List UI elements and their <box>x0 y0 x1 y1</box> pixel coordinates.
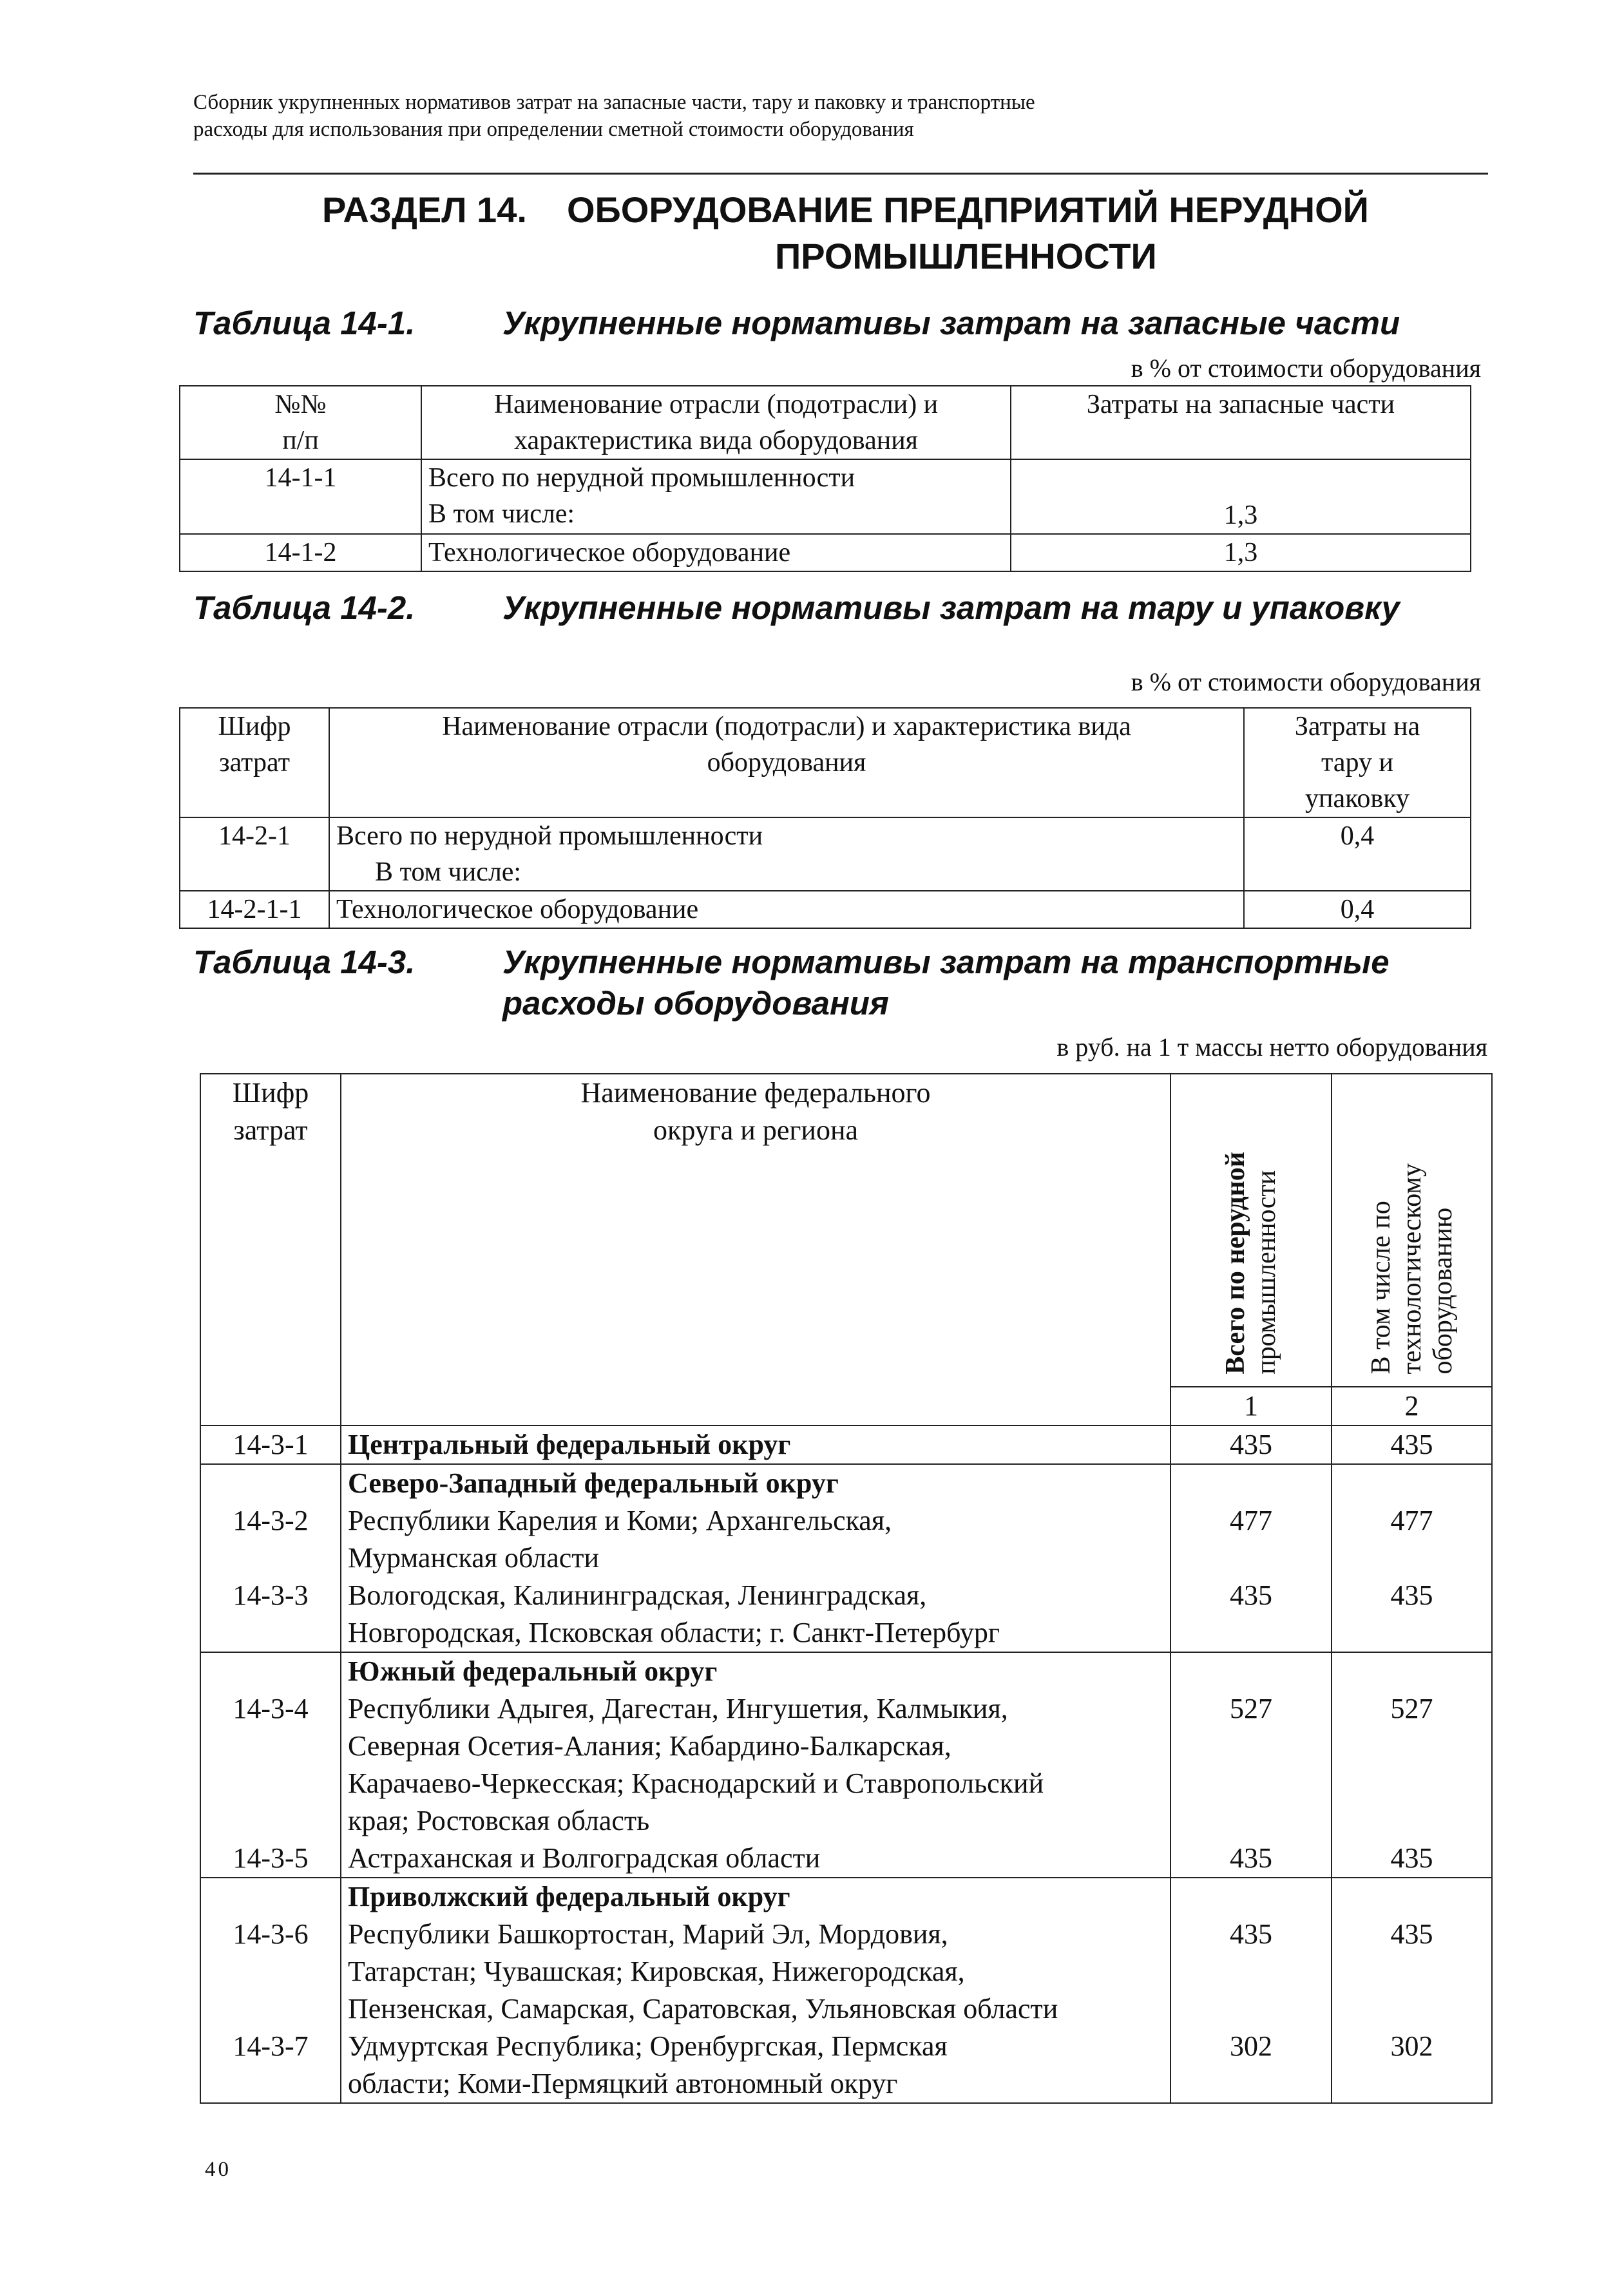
name-line: Удмуртская Республика; Оренбургская, Пермская <box>348 2030 948 2062</box>
row-value-1: 302 <box>1170 2028 1332 2103</box>
header-text: В том числе по <box>1366 1201 1396 1375</box>
group-title: Южный федеральный округ <box>341 1652 1170 1690</box>
table-row <box>180 459 1471 534</box>
header-text: Наименование отрасли (подотрасли) и характеристика вида <box>442 712 1131 741</box>
group-title: Приволжский федеральный округ <box>341 1878 1170 1916</box>
table2-label: Таблица 14-2. <box>193 589 416 626</box>
name-line: Карачаево-Черкесская; Краснодарский и Ставропольский <box>348 1767 1044 1799</box>
header-text: затрат <box>233 1114 308 1146</box>
table-row <box>180 534 1471 571</box>
table-row <box>200 1840 1492 1878</box>
row-name <box>341 1690 1170 1840</box>
row-value-1: 435 <box>1170 1840 1332 1878</box>
row-value: 1,3 <box>1011 534 1471 571</box>
name-line: Республики Башкортостан, Марий Эл, Мордовия, <box>348 1918 948 1950</box>
table-row <box>200 1577 1492 1652</box>
row-value-1 <box>1170 1464 1332 1502</box>
row-name <box>421 459 1011 534</box>
name-text: В том числе: <box>375 857 522 887</box>
row-code <box>180 817 329 891</box>
name-line: края; Ростовская область <box>348 1805 650 1836</box>
row-code <box>180 459 421 534</box>
value-text: 1,3 <box>1223 500 1258 530</box>
name-line: Татарстан; Чувашская; Кировская, Нижегородская, <box>348 1956 965 1987</box>
header-text: Наименование федерального <box>580 1077 931 1109</box>
table2-header-cost <box>1244 708 1471 817</box>
name-line: Пензенская, Самарская, Саратовская, Ульяновская области <box>348 1993 1058 2025</box>
row-value-1: 435 <box>1170 1425 1332 1464</box>
row-code: 14-3-3 <box>200 1577 341 1652</box>
table3-header-name <box>341 1074 1170 1425</box>
row-value <box>1244 817 1471 891</box>
row-value-2 <box>1332 1878 1492 1916</box>
table3-title-line-2: расходы оборудования <box>502 985 889 1022</box>
name-text: Всего по нерудной промышленности <box>336 821 763 851</box>
table-header-row <box>180 386 1471 459</box>
name-line: Вологодская, Калининградская, Ленинградская, <box>348 1579 927 1611</box>
row-value-2 <box>1332 1652 1492 1690</box>
row-value-1: 477 <box>1170 1502 1332 1577</box>
row-code: 14-1-2 <box>180 534 421 571</box>
row-name <box>341 1577 1170 1652</box>
header-line-1: Сборник укрупненных нормативов затрат на запасные части, тару и паковку и транспортные <box>193 91 1035 114</box>
page-number: 40 <box>205 2158 231 2181</box>
table3-caption <box>193 942 1417 1024</box>
row-name <box>341 1916 1170 2028</box>
table3-unit: в руб. на 1 т массы нетто оборудования <box>1056 1033 1487 1062</box>
row-name <box>341 1502 1170 1577</box>
table-row <box>200 1878 1492 1916</box>
table2-header-name <box>329 708 1244 817</box>
section-label: РАЗДЕЛ 14. <box>322 189 527 230</box>
row-code <box>200 1878 341 1916</box>
row-code: 14-3-4 <box>200 1690 341 1840</box>
row-code: 14-3-7 <box>200 2028 341 2103</box>
row-value-2: 477 <box>1332 1502 1492 1577</box>
value-text: 0,4 <box>1340 821 1375 851</box>
table-header-row <box>200 1074 1492 1387</box>
header-text: Затраты на <box>1294 712 1420 741</box>
table2-title: Укрупненные нормативы затрат на тару и упаковку <box>502 589 1400 626</box>
header-text: технологическому <box>1397 1163 1427 1375</box>
row-value-2: 435 <box>1332 1916 1492 2028</box>
row-code: 14-2-1-1 <box>180 891 329 928</box>
table1-caption <box>193 303 1417 344</box>
header-vertical-text <box>1366 1163 1458 1375</box>
header-rule <box>193 173 1488 175</box>
row-value-2: 435 <box>1332 1425 1492 1464</box>
section-title-line-1: ОБОРУДОВАНИЕ ПРЕДПРИЯТИЙ НЕРУДНОЙ <box>567 189 1369 230</box>
row-code: 14-3-2 <box>200 1502 341 1577</box>
table3-header-col1 <box>1170 1074 1332 1387</box>
row-name <box>341 2028 1170 2103</box>
table-row <box>200 1464 1492 1502</box>
table1-label: Таблица 14-1. <box>193 305 416 341</box>
table-row <box>200 1916 1492 2028</box>
column-number: 2 <box>1332 1387 1492 1425</box>
table3-label: Таблица 14-3. <box>193 944 416 980</box>
name-text: В том числе: <box>428 499 575 529</box>
table1-header-number <box>180 386 421 459</box>
table3-title-line-1: Укрупненные нормативы затрат на транспортные <box>502 944 1390 980</box>
header-vertical-text <box>1220 1152 1282 1375</box>
header-text: оборудования <box>707 748 866 777</box>
name-text: Всего по нерудной промышленности <box>428 463 855 493</box>
header-line-2: расходы для использования при определении сметной стоимости оборудования <box>193 118 914 141</box>
document-header <box>193 89 1482 143</box>
header-text: тару и <box>1321 748 1393 777</box>
row-value-1: 527 <box>1170 1690 1332 1840</box>
row-value-1 <box>1170 1652 1332 1690</box>
name-line: Северная Осетия-Алания; Кабардино-Балкарская, <box>348 1730 951 1762</box>
table2 <box>179 707 1471 929</box>
table1-header-name <box>421 386 1011 459</box>
row-value-2: 435 <box>1332 1840 1492 1878</box>
column-number: 1 <box>1170 1387 1332 1425</box>
group-title: Центральный федеральный округ <box>341 1425 1170 1464</box>
name-line: Мурманская области <box>348 1542 600 1574</box>
name-line: Республики Адыгея, Дагестан, Ингушетия, Калмыкия, <box>348 1693 1008 1724</box>
row-value: 0,4 <box>1244 891 1471 928</box>
header-text: Наименование отрасли (подотрасли) и <box>493 390 939 419</box>
row-value-1: 435 <box>1170 1916 1332 2028</box>
name-line: Новгородская, Псковская области; г. Санкт-Петербург <box>348 1617 1000 1648</box>
header-text: Шифр <box>232 1077 309 1109</box>
header-text: округа и региона <box>653 1114 859 1146</box>
row-code: 14-3-5 <box>200 1840 341 1878</box>
row-value-2: 435 <box>1332 1577 1492 1652</box>
table-row <box>180 891 1471 928</box>
row-code: 14-3-6 <box>200 1916 341 2028</box>
row-value-1: 435 <box>1170 1577 1332 1652</box>
header-text: промышленности <box>1252 1170 1281 1375</box>
table-row <box>200 1690 1492 1840</box>
row-value-2: 302 <box>1332 2028 1492 2103</box>
table1-header-cost: Затраты на запасные части <box>1011 386 1471 459</box>
header-text: упаковку <box>1304 784 1410 814</box>
header-text: затрат <box>219 748 290 777</box>
table-row <box>180 817 1471 891</box>
header-text: №№ <box>274 390 327 419</box>
row-name: Астраханская и Волгоградская области <box>341 1840 1170 1878</box>
table-row <box>200 1502 1492 1577</box>
row-name: Технологическое оборудование <box>421 534 1011 571</box>
table-header-row <box>180 708 1471 817</box>
header-text: п/п <box>282 426 319 455</box>
table3-header-col2 <box>1332 1074 1492 1387</box>
table2-header-code <box>180 708 329 817</box>
row-value-1 <box>1170 1878 1332 1916</box>
header-text: Шифр <box>218 712 291 741</box>
code-text: 14-2-1 <box>218 821 291 851</box>
header-text: характеристика вида оборудования <box>514 426 918 455</box>
row-name: Технологическое оборудование <box>329 891 1244 928</box>
group-title: Северо-Западный федеральный округ <box>341 1464 1170 1502</box>
table1-unit: в % от стоимости оборудования <box>1131 354 1481 383</box>
table2-unit: в % от стоимости оборудования <box>1131 667 1481 696</box>
section-title-line-2: ПРОМЫШЛЕННОСТИ <box>775 236 1157 276</box>
name-line: Республики Карелия и Коми; Архангельская, <box>348 1505 892 1536</box>
header-text: оборудованию <box>1428 1208 1458 1375</box>
table-row <box>200 2028 1492 2103</box>
table1-title: Укрупненные нормативы затрат на запасные части <box>502 305 1400 341</box>
name-line: области; Коми-Пермяцкий автономный округ <box>348 2068 898 2099</box>
table3-header-code <box>200 1074 341 1425</box>
table2-caption <box>193 587 1417 629</box>
row-value-2: 527 <box>1332 1690 1492 1840</box>
header-text: Всего по нерудной <box>1221 1152 1250 1375</box>
row-value <box>1011 459 1471 534</box>
row-code <box>200 1464 341 1502</box>
row-name <box>329 817 1244 891</box>
table-row <box>200 1652 1492 1690</box>
code-text: 14-1-1 <box>264 463 337 493</box>
table-row <box>200 1425 1492 1464</box>
row-code: 14-3-1 <box>200 1425 341 1464</box>
table3 <box>200 1073 1493 2104</box>
table1 <box>179 385 1471 572</box>
row-value-2 <box>1332 1464 1492 1502</box>
row-code <box>200 1652 341 1690</box>
